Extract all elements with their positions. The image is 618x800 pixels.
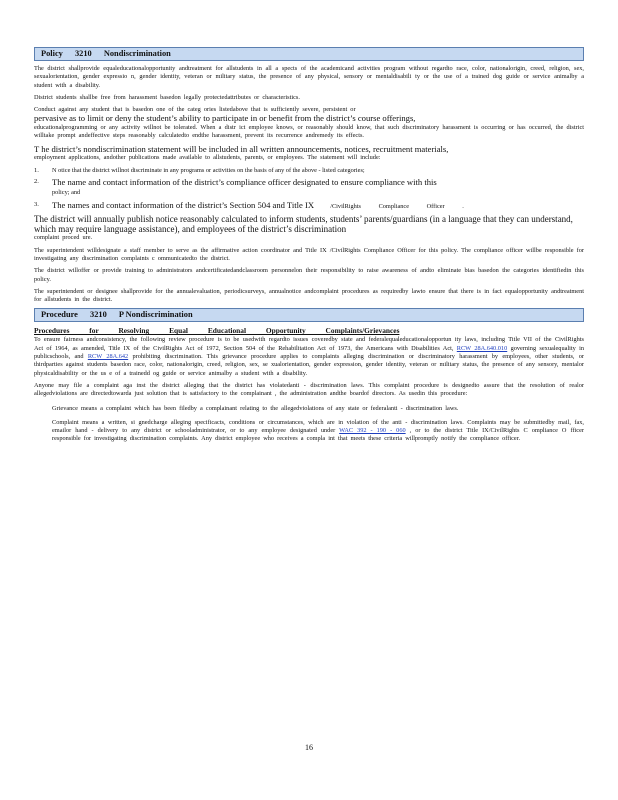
bullet-text <box>52 419 584 444</box>
procedure-text: prohibiting discrimination. This grievance procedure applies to complaints alleging discrimination or discriminatory harassment by employees, other students, or thirdparties against students basedon race, color, nationalorigin, creed, religion, sex, se xualorientation, gender expression, gender identity, veteran or military status, the presence of any sensory, mentalor physicaldisability or the us e of a trainedd og guide or service animalby a student with a disability. <box>34 353 585 377</box>
list-number: 2. <box>34 178 39 186</box>
list-text <box>52 201 584 212</box>
policy-header-bar <box>34 47 584 61</box>
list-text-line: policy; and <box>52 188 81 196</box>
list-item <box>34 201 584 212</box>
policy-paragraph-8: The superintendent or designee shallprovide for the annualevaluation, periodicsurveys, annualnotice andcomplaint procedures as requiredby lawto ensure that there is in fact equalopportunity andtreatment for allstudents in the district. <box>34 287 584 304</box>
policy-paragraph-3 <box>34 106 584 141</box>
rcw-28a-640-010-link[interactable]: RCW 28A.640.010 <box>456 344 508 352</box>
policy-title: Nondiscrimination <box>103 49 171 58</box>
list-item <box>34 178 584 197</box>
list-number: 3. <box>34 200 39 208</box>
bullet-text-run: , or to the district Title IX/CivilRights C ompliance O fficer responsible for investigating discrimination complaints. Any district employee who receives a compla int that meets these criteria willpromptly notify the compliance officer. <box>52 427 584 443</box>
procedure-number: 3210 <box>90 310 107 320</box>
policy-paragraph-5a: The district will annually publish notice reasonably calculated to inform students, students’ parents/guardians (in a language that they can understand, which may require language assistance), and employees of the district’s discrimination <box>34 214 573 235</box>
procedure-title: P Nondiscrimination <box>118 310 193 320</box>
policy-paragraph-3c: educationalprogramming or any activity willnot be tolerated. When a distr ict employee knows, or reasonably should know, that such discriminatory harassment is occurring or has occurred, the district willtake prompt andeffective steps reasonably calculatedto endthe harassment, prevent its recurrence andremedy its effects. <box>34 124 584 140</box>
bullet-item-grievance <box>34 405 584 413</box>
policy-paragraph-4a: T he district’s nondiscrimination statement will be included in all written announcements, notices, recruitment materials, <box>34 143 449 154</box>
procedure-paragraph-2: Anyone may file a complaint aga inst the district alleging that the district has violatedanti - discrimination laws. This complaint procedure is designedto assure that the resolution of realor allegedviolations are directedtowarda just solution that is satisfactory to the complainant , the administration andthe boardof directors. As usedin this procedure: <box>34 381 584 398</box>
list-text-run: The names and contact information of the district’s Section 504 and Title IX <box>52 199 315 210</box>
bullet-text-run: Complaint means a written, si gnedcharge alleging specificacts, conditions or circumstances, which are in violation of the anti - discrimination laws. Complaints may be submittedby mail, fax, emailor hand - delivery to any district or schooladministrator, or to any employee designated under <box>52 418 584 435</box>
bullet-icon <box>34 405 52 413</box>
policy-paragraph-4b: employment applications, andother publications made available to allstudents, parents, or employees. The statement will include: <box>34 154 381 162</box>
policy-paragraph-3a: Conduct against any student that is basedon one of the categ ories listedabove that is sufficiently severe, persistent or <box>34 106 356 114</box>
list-text <box>52 178 584 197</box>
policy-paragraph-4 <box>34 145 584 163</box>
wac-392-190-060-link[interactable]: WAC 392 - 190 - 060 <box>339 427 406 435</box>
bullet-icon <box>34 419 52 444</box>
procedure-heading: Procedures for Resolving Equal Educational Opportunity Complaints/Grievances <box>34 326 400 336</box>
document-page <box>34 47 584 446</box>
procedure-header-bar <box>34 308 584 322</box>
procedure-label: Procedure <box>41 310 78 320</box>
list-text-run: /CivilRights Compliance Officer . <box>330 202 464 210</box>
list-text: N otice that the district willnot discriminate in any programs or activities on the basis of any of the above - listed categories; <box>52 166 365 174</box>
list-text-line: The name and contact information of the district’s compliance officer designated to ensure compliance with this <box>52 177 437 188</box>
policy-label: Policy <box>41 49 63 58</box>
policy-paragraph-6: The superintendent willdesignate a staff member to serve as the affirmative action coordinator and Title IX /CivilRights Compliance Officer for this policy. The compliance officer willbe responsible for investigating any discrimination complaints c ommunicatedto the district. <box>34 246 584 262</box>
rcw-28a-642-link[interactable]: RCW 28A.642 <box>87 353 129 361</box>
policy-paragraph-3b: pervasive as to limit or deny the student’s ability to participate in or benefit from the district’s course offerings, <box>34 113 416 124</box>
procedure-paragraph-1 <box>34 336 584 377</box>
policy-paragraph-1: The district shallprovide equaleducationalopportunity andtreatment for allstudents in all a spects of the academicand activities program without regardto race, color, nationalorigin, creed, religion, sex, sexualorientation, gender expressio n, gender identity, veteran or military status, the presence of any physical, sensory or mentaldisabili ty or the use of a trained dog guide or service animalby a student with a disability. <box>34 65 584 89</box>
policy-paragraph-5b: complaint proced ure. <box>34 234 93 242</box>
bullet-item-complaint <box>34 419 584 444</box>
procedure-text: To ensure fairness andconsistency, the following review procedure is to be usedwith regardto issues coveredby state and federalequaleducationalopportun ity laws, including Title VII of the CivilRights Act of 1964, as amended, Title IX of the CivilRights Act of 1972, Section 504 of the Rehabilitation Act of 1973, the Americans with Disabilities Act, <box>34 336 584 352</box>
policy-paragraph-7: The district willoffer or provide training to administrators andcertificatedandclassroom personnelon their responsibility to raise awareness of andto eliminate bias basedon the categories identifiedin this policy. <box>34 267 584 283</box>
policy-paragraph-5 <box>34 214 584 242</box>
policy-number: 3210 <box>74 49 92 58</box>
bullet-text: Grievance means a complaint which has been filedby a complainant relating to the allegedviolations of any state or federalanti - discrimination laws. <box>52 404 459 412</box>
list-number: 1. <box>34 166 39 174</box>
procedure-text: governing sexualequality in publicschools, and <box>34 344 585 361</box>
policy-paragraph-2: District students shallbe free from harassment basedon legally protectedattributes or characteristics. <box>34 93 300 101</box>
list-item <box>34 167 584 176</box>
page-number: 16 <box>305 743 313 752</box>
